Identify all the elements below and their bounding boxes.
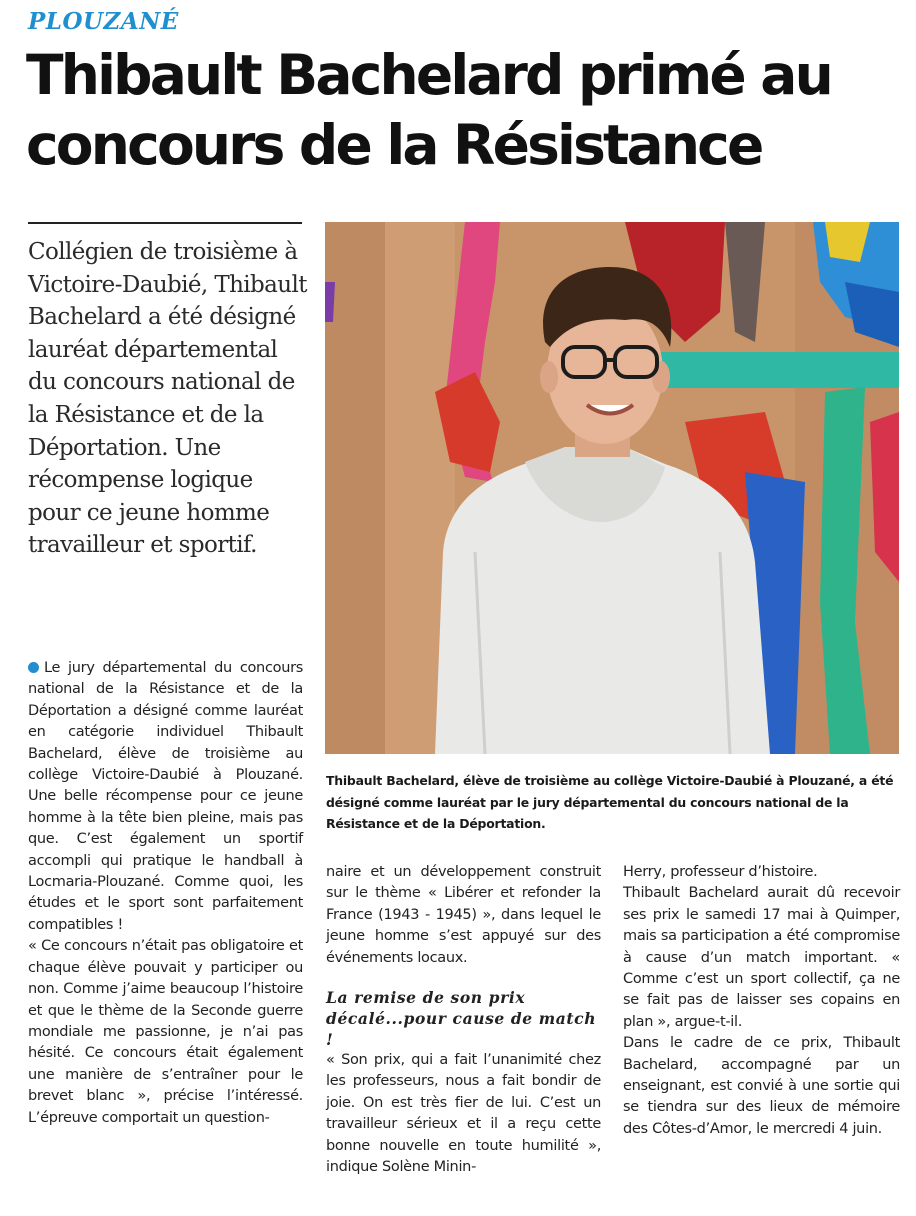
portrait-photo-icon: [325, 222, 899, 754]
body-paragraph: Herry, professeur d’histoire.: [623, 864, 818, 880]
body-paragraph: [28, 658, 303, 936]
article-lede: Collégien de troisième à Victoire-Daubié, Thibault Bachelard a été désigné lauréat départemental du concours national de la Résistance et de la Déportation. Une récompense logique pour ce jeune homme travailleur et sportif.: [28, 239, 307, 559]
article-photo: [325, 222, 899, 754]
photo-caption: Thibault Bachelard, élève de troisième au collège Victoire-Daubié à Plouzané, a été désigné comme lauréat par le jury départemental du concours national de la Résistance et de la Déportation.: [326, 773, 894, 831]
body-column-1: [28, 658, 303, 1129]
article-headline: Thibault Bachelard primé au concours de la Résistance: [26, 43, 831, 177]
body-paragraph: Dans le cadre de ce prix, Thibault Bachelard, accompagné par un enseignant, est convié à une sortie qui se tiendra sur des lieux de mémoire des Côtes-d’Amor, le mercredi 4 juin.: [623, 1035, 900, 1137]
body-paragraph: Thibault Bachelard aurait dû recevoir ses prix le samedi 17 mai à Quimper, mais sa participation a été compromise à cause d’un match important. « Comme c’est un sport collectif, ça ne se fait pas de laisser ses copains en plan », argue-t-il.: [623, 885, 900, 1030]
section-subheading: La remise de son prix décalé...pour cause de match !: [326, 988, 597, 1050]
body-paragraph: « Son prix, qui a fait l’unanimité chez les professeurs, nous a fait bondir de joie. On est très fier de lui. C’est un travailleur sérieux et il a reçu cette bonne nouvelle en toute humilité », indique Solène Minin-: [326, 1052, 601, 1176]
article-kicker: PLOUZANÉ: [28, 8, 179, 35]
body-column-2: [326, 862, 601, 1178]
bullet-icon: [28, 662, 39, 673]
body-paragraph: « Ce concours n’était pas obligatoire et chaque élève pouvait y participer ou non. Comme j’aime beaucoup l’histoire et que le thème de la Seconde guerre mondiale me passionne, je n’ai pas hésité. Ce concours était également une manière de s’entraîner pour le brevet blanc », précise l’intéressé. L’épreuve comportait un question-: [28, 938, 303, 1126]
body-column-3: [623, 862, 900, 1140]
body-text: Le jury départemental du concours national de la Résistance et de la Déportation a désigné comme lauréat en catégorie individuel Thibault Bachelard, élève de troisième au collège Victoire-Daubié à Plouzané. Une belle récompense pour ce jeune homme à la tête bien pleine, mais pas que. C’est également un sportif accompli qui pratique le handball à Locmaria-Plouzané. Comme quoi, les études et le sport sont parfaitement compatibles !: [28, 660, 303, 933]
lede-divider: [28, 222, 302, 224]
body-paragraph: naire et un développement construit sur le thème « Libérer et refonder la France (1943 - 1945) », dans lequel le jeune homme s’est appuyé sur des événements locaux.: [326, 864, 601, 966]
